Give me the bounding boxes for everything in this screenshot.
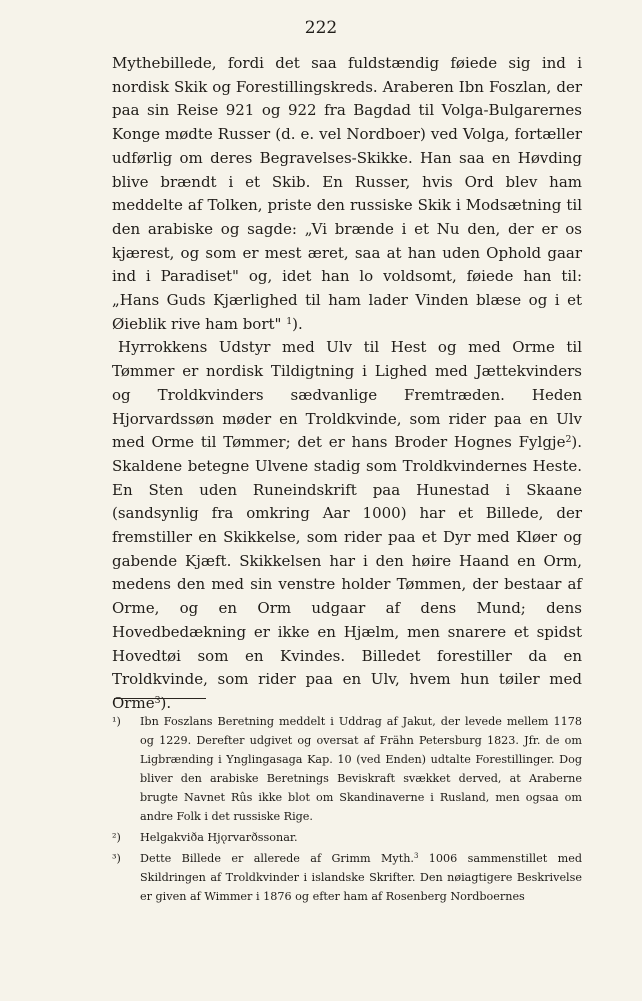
footnote-3-sup: 3 (414, 852, 419, 861)
footnote-1-text: Ibn Foszlans Beretning meddelt i Uddrag af Jakut, der levede mellem 1178 og 1229. Derefter udgivet og oversat af Frähn Petersburg 1823. Jfr. de om Ligbrænding i Ynglingasaga Kap. 10 (ved Enden) udtalte Forestillinger. Dog bliver den arabiske Beretnings Beviskraft svækket derved, at Araberne brugte Navnet Rûs ikke blot om Skandinaverne i Rusland, men ogsaa om andre Folk i det russiske Rige. (140, 715, 582, 823)
page-number: 222 (304, 18, 338, 38)
paragraph-2-text: Hyrrokkens Udstyr med Ulv til Hest og med Orme til Tømmer er nordisk Tildigtning i Lighed med Jættekvinders og Troldkvinders sædvanlige Fremtræden. Heden Hjorvardssøn møder en Troldkvinde, som rider paa en Ulv med Orme til Tømmer; det er hans Broder Hognes Fylgje (112, 338, 582, 452)
footnote-1-mark: ¹) (112, 715, 121, 728)
body-text (112, 52, 582, 716)
footnote-3-text-a: Dette Billede er allerede af Grimm Myth. (140, 852, 414, 865)
footnote-3-mark: ³) (112, 852, 121, 865)
paragraph-1-text: Mythebillede, fordi det saa fuldstændig føiede sig ind i nordisk Skik og Forestillingskreds. Araberen Ibn Foszlan, der paa sin Reise 921 og 922 fra Bagdad til Volga-Bulgarernes Konge mødte Russer (d. e. vel Nordboer) ved Volga, fortæller udførlig om deres Begravelses-Skikke. Han saa en Høvding blive brændt i et Skib. En Russer, hvis Ord blev ham meddelte af Tolken, priste den russiske Skik i Modsætning til den arabiske og sagde: „Vi brænde i et Nu den, der er os kjærest, og som er mest æret, saa at han uden Ophold gaar ind i Paradiset" og, idet han lo voldsomt, føiede han til: „Hans Guds Kjærlighed til ham lader Vinden blæse og i et Øieblik rive ham bort" (112, 54, 582, 333)
footnotes (112, 712, 582, 908)
footnote-2 (112, 828, 582, 847)
paragraph-2 (112, 336, 582, 715)
footnote-3 (112, 849, 582, 906)
paragraph-2-mid: ). Skaldene betegne Ulvene stadig som Troldkvindernes Heste. En Sten uden Runeindskrift paa Hunestad i Skaane (sandsynlig fra omkring Aar 1000) har et Billede, der fremstiller en Skikkelse, som rider paa et Dyr med Kløer og gabende Kjæft. Skikkelsen har i den høire Haand en Orm, medens den med sin venstre holder Tømmen, der bestaar af Orme, og en Orm udgaar af dens Mund; dens Hovedbedækning er ikke en Hjælm, men snarere et spidst Hovedtøi som en Kvindes. Billedet forestiller da en Troldkvinde, som rider paa en Ulv, hvem hun tøiler med Orme (112, 433, 582, 712)
footnote-2-text: Helgakviða Hjǫrvarðssonar. (140, 831, 298, 844)
paragraph-1-tail: ). (292, 314, 303, 333)
footnote-1 (112, 712, 582, 826)
footnote-ref-3[interactable]: 3 (154, 694, 161, 706)
footnote-3-text-b: 1006 sammenstillet med Skildringen af Troldkvinder i islandske Skrifter. Den nøiagtigere Beskrivelse er given af Wimmer i 1876 og efter ham af Rosenberg Nordboernes (140, 852, 582, 903)
footnote-ref-2[interactable]: 2 (565, 434, 572, 446)
footnote-2-mark: ²) (112, 831, 121, 844)
paragraph-2-tail: ). (160, 693, 172, 712)
paragraph-1 (112, 52, 582, 336)
footnote-divider (114, 698, 206, 699)
footnote-ref-1[interactable]: 1 (286, 315, 293, 327)
